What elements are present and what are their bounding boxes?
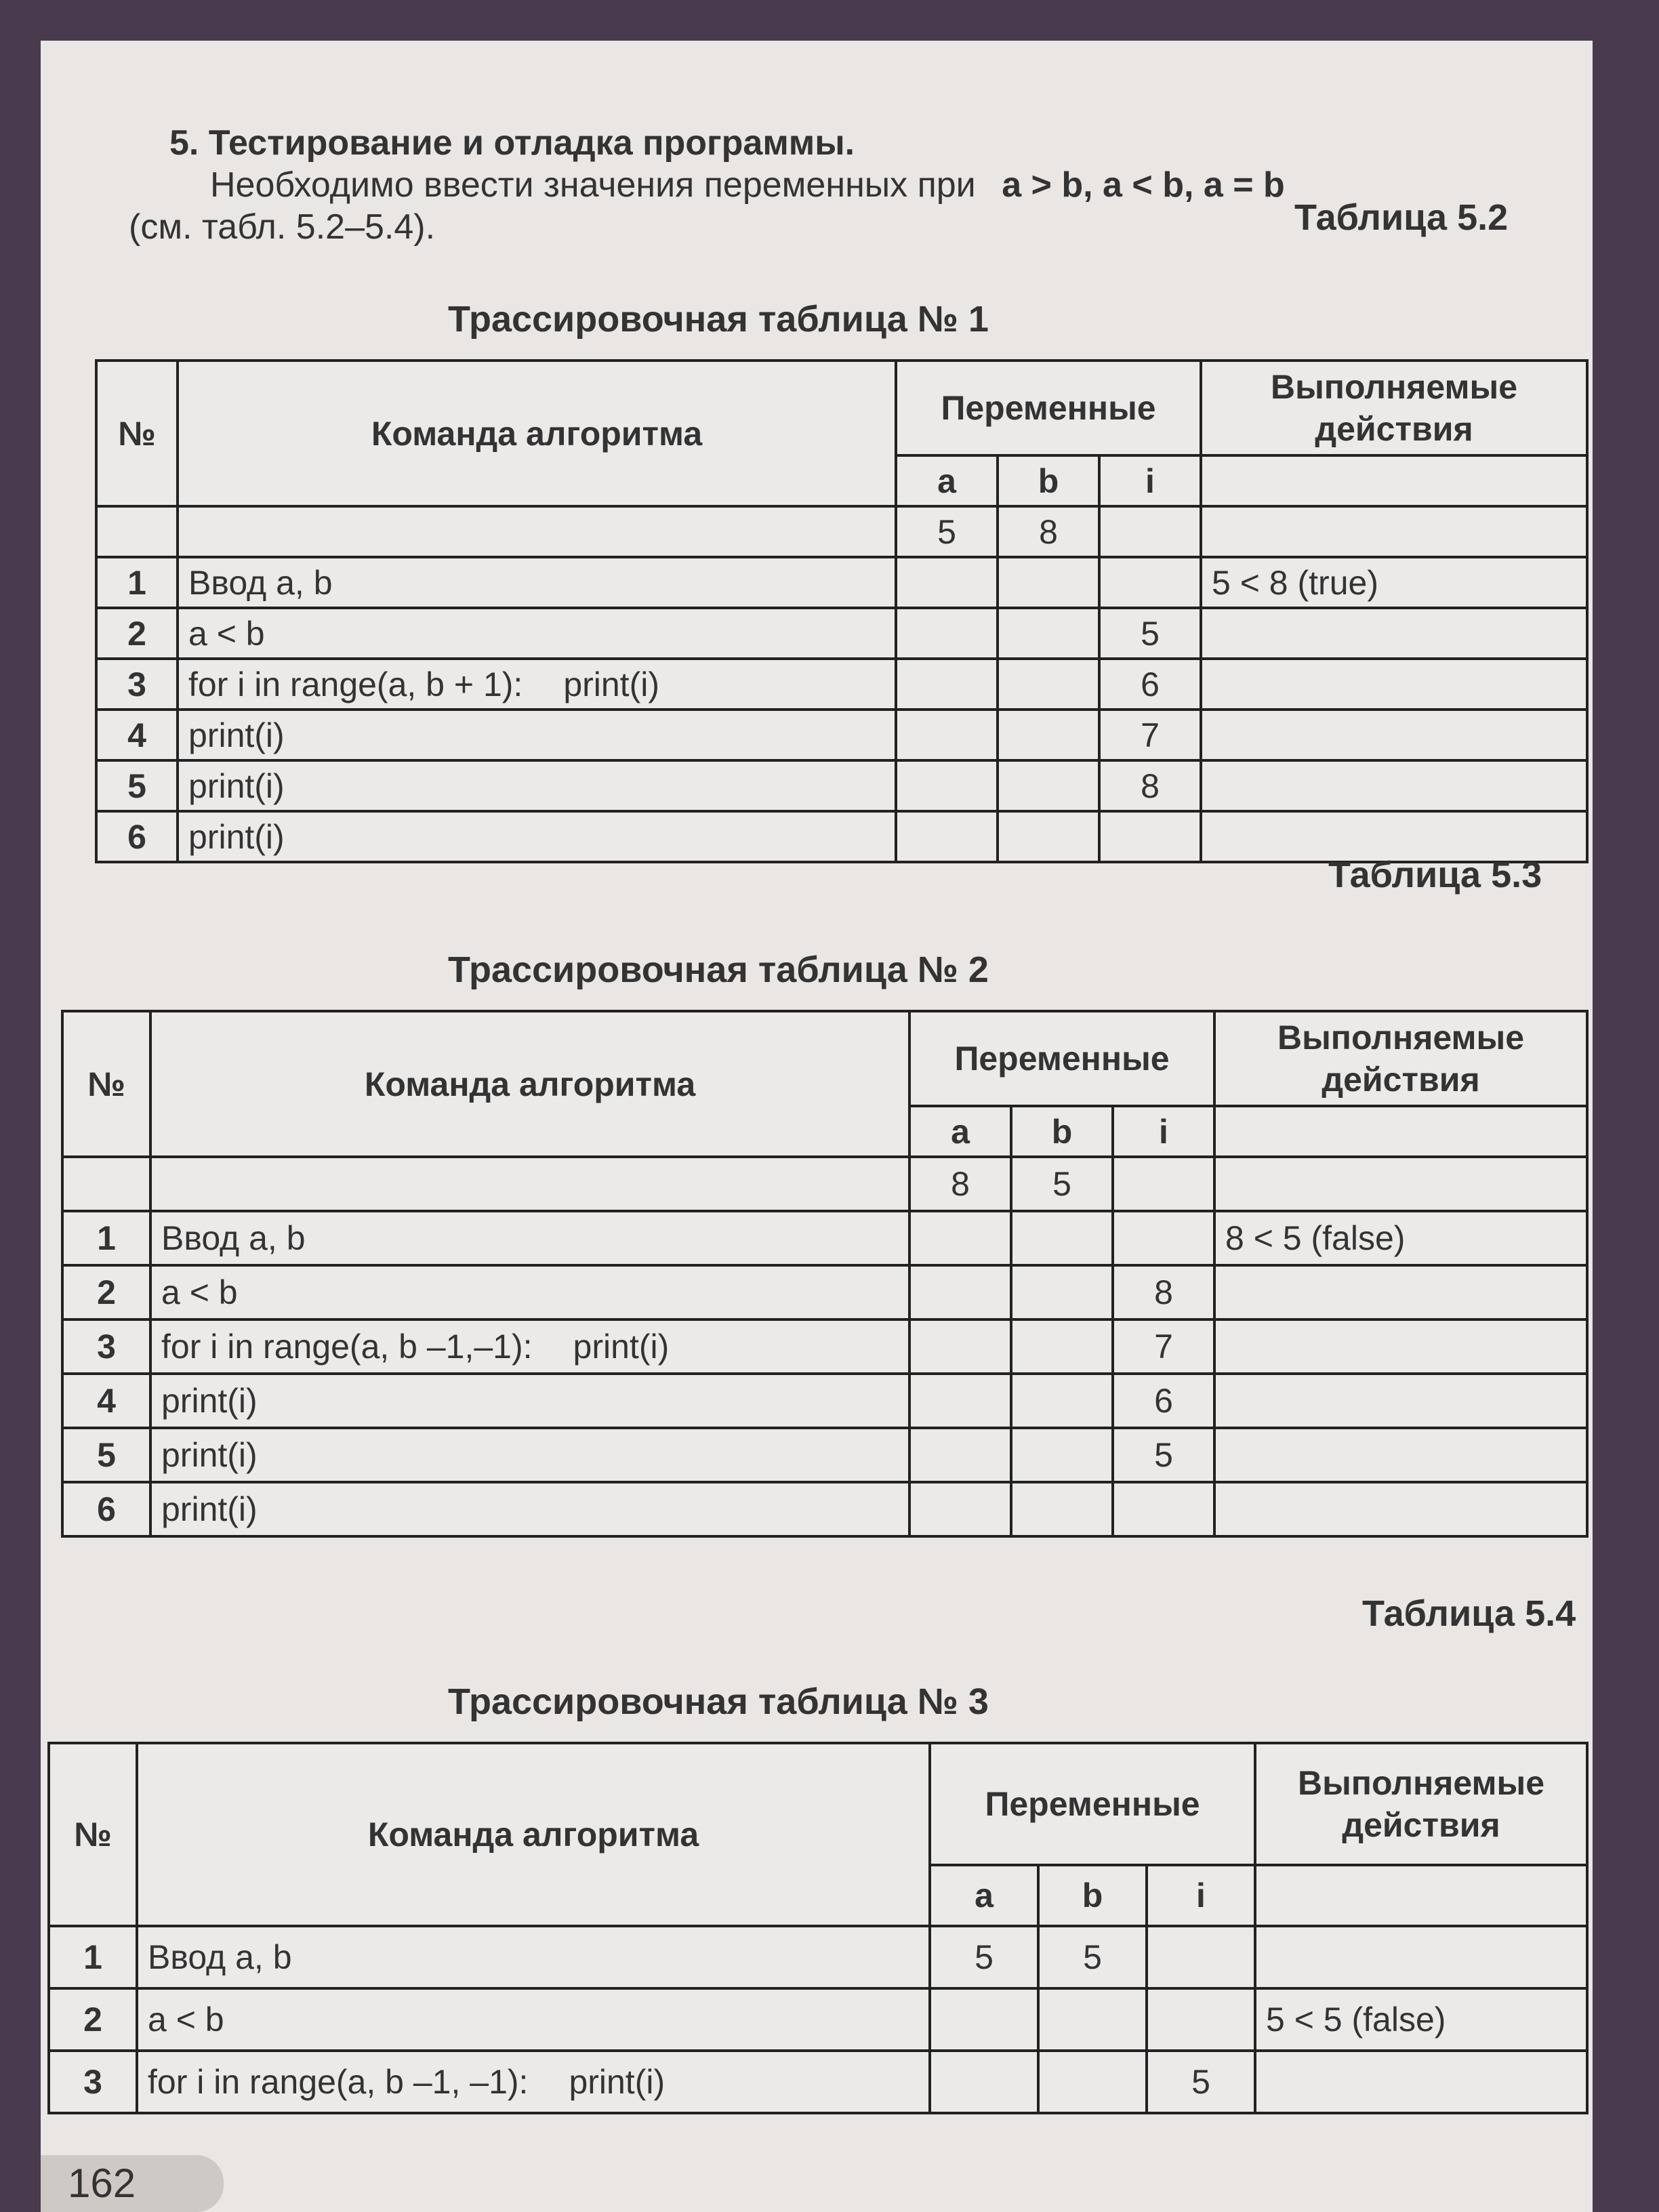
table-header-row: [62, 1011, 1587, 1106]
row-num: 2: [62, 1265, 150, 1319]
cell-b: [1038, 1988, 1147, 2051]
header-actions-empty: [1255, 1865, 1587, 1926]
header-variables: Переменные: [930, 1743, 1255, 1865]
header-var-i: i: [1147, 1865, 1255, 1926]
section-text-ref: (см. табл. 5.2–5.4).: [129, 207, 436, 247]
row-command: print(i): [178, 760, 896, 811]
row-num: 1: [49, 1926, 137, 1988]
row-num: 1: [62, 1211, 150, 1265]
row-command: [178, 506, 896, 557]
cell-i: 5: [1147, 2051, 1255, 2113]
row-command: Ввод a, b: [137, 1926, 930, 1988]
textbook-page: [41, 41, 1593, 2212]
cell-action: 5 < 8 (true): [1201, 557, 1587, 608]
cell-a: [896, 760, 998, 811]
table-row: [96, 659, 1587, 710]
table-title: Трассировочная таблица № 1: [448, 299, 989, 340]
table-row: [62, 1265, 1587, 1319]
row-num: 3: [96, 659, 178, 710]
header-num: №: [62, 1011, 150, 1157]
table-row: [96, 557, 1587, 608]
cell-a: [909, 1428, 1011, 1482]
table-row: [62, 1374, 1587, 1428]
cell-action: [1214, 1265, 1587, 1319]
table-row: [96, 506, 1587, 557]
table-title: Трассировочная таблица № 3: [448, 1681, 989, 1722]
row-command: Ввод a, b: [178, 557, 896, 608]
table-row: [96, 760, 1587, 811]
cell-a: [909, 1482, 1011, 1536]
cell-action: [1214, 1374, 1587, 1428]
table-row: [49, 1988, 1587, 2051]
row-command: [150, 1319, 909, 1374]
cell-b: [998, 811, 1099, 862]
cell-i: 5: [1099, 608, 1201, 659]
row-num: 1: [96, 557, 178, 608]
cell-i: [1113, 1157, 1214, 1211]
header-var-b: b: [1011, 1106, 1113, 1157]
header-var-a: a: [930, 1865, 1038, 1926]
table-row: [96, 608, 1587, 659]
page-number: 162: [41, 2155, 224, 2212]
command-print: print(i): [563, 665, 659, 703]
section-text: Необходимо ввести значения переменных при: [210, 165, 976, 205]
cell-b: [1011, 1211, 1113, 1265]
trace-table-3: [47, 1742, 1589, 2114]
cell-b: 8: [998, 506, 1099, 557]
table-caption: Таблица 5.3: [1328, 855, 1542, 895]
cell-b: [1011, 1265, 1113, 1319]
header-num: №: [49, 1743, 137, 1926]
row-num: 2: [96, 608, 178, 659]
row-num: 6: [62, 1482, 150, 1536]
cell-action: [1214, 1157, 1587, 1211]
cell-a: [909, 1319, 1011, 1374]
cell-b: [998, 710, 1099, 760]
table-row: [62, 1319, 1587, 1374]
cell-a: [896, 557, 998, 608]
trace-table-1: [95, 359, 1589, 863]
row-num: 3: [62, 1319, 150, 1374]
row-num: 4: [96, 710, 178, 760]
cell-i: 6: [1113, 1374, 1214, 1428]
cell-b: [1038, 2051, 1147, 2113]
row-command: print(i): [178, 710, 896, 760]
header-actions-empty: [1214, 1106, 1587, 1157]
row-command: [150, 1157, 909, 1211]
cell-b: [1011, 1482, 1113, 1536]
header-variables: Переменные: [896, 361, 1201, 455]
table-row: [62, 1211, 1587, 1265]
header-num: №: [96, 361, 178, 506]
row-command: a < b: [178, 608, 896, 659]
header-var-a: a: [896, 455, 998, 506]
command-print: print(i): [573, 1328, 670, 1366]
header-actions-empty: [1201, 455, 1587, 506]
row-command: [178, 659, 896, 710]
cell-action: [1214, 1428, 1587, 1482]
cell-i: 7: [1099, 710, 1201, 760]
header-var-a: a: [909, 1106, 1011, 1157]
cell-b: [1011, 1319, 1113, 1374]
command-print: print(i): [569, 2063, 665, 2101]
row-num: 6: [96, 811, 178, 862]
header-var-i: i: [1113, 1106, 1214, 1157]
cell-action: [1201, 608, 1587, 659]
table-row: [62, 1482, 1587, 1536]
cell-a: 5: [930, 1926, 1038, 1988]
cell-i: 8: [1113, 1265, 1214, 1319]
header-actions: Выполняемые действия: [1201, 361, 1587, 455]
cell-b: [998, 557, 1099, 608]
cell-action: [1255, 2051, 1587, 2113]
header-command: Команда алгоритма: [150, 1011, 909, 1157]
cell-a: [896, 811, 998, 862]
table-row: [62, 1157, 1587, 1211]
row-command: a < b: [150, 1265, 909, 1319]
cell-b: [998, 608, 1099, 659]
header-actions: Выполняемые действия: [1214, 1011, 1587, 1106]
table-header-row: [96, 361, 1587, 455]
cell-action: [1201, 659, 1587, 710]
table-caption: Таблица 5.2: [1294, 197, 1509, 238]
row-command: print(i): [150, 1374, 909, 1428]
cell-b: [1011, 1374, 1113, 1428]
command-loop: for i in range(a, b –1, –1):: [148, 2063, 529, 2101]
row-num: 2: [49, 1988, 137, 2051]
row-command: print(i): [150, 1428, 909, 1482]
cell-i: [1099, 506, 1201, 557]
cell-a: [930, 1988, 1038, 2051]
row-command: print(i): [178, 811, 896, 862]
cell-b: [998, 659, 1099, 710]
row-num: 3: [49, 2051, 137, 2113]
table-header-row: [49, 1743, 1587, 1865]
header-command: Команда алгоритма: [137, 1743, 930, 1926]
command-loop: for i in range(a, b –1,–1):: [161, 1328, 533, 1366]
row-command: print(i): [150, 1482, 909, 1536]
cell-a: 8: [909, 1157, 1011, 1211]
row-num: [62, 1157, 150, 1211]
cell-b: 5: [1011, 1157, 1113, 1211]
table-title: Трассировочная таблица № 2: [448, 949, 989, 990]
cell-action: [1214, 1482, 1587, 1536]
cell-action: [1255, 1926, 1587, 1988]
header-variables: Переменные: [909, 1011, 1214, 1106]
cell-i: [1113, 1482, 1214, 1536]
cell-i: 6: [1099, 659, 1201, 710]
cell-action: [1214, 1319, 1587, 1374]
row-num: [96, 506, 178, 557]
header-command: Команда алгоритма: [178, 361, 896, 506]
cell-action: [1201, 710, 1587, 760]
cell-a: [896, 608, 998, 659]
cell-a: 5: [896, 506, 998, 557]
row-command: Ввод a, b: [150, 1211, 909, 1265]
cell-b: [998, 760, 1099, 811]
cell-i: [1147, 1926, 1255, 1988]
row-num: 5: [96, 760, 178, 811]
header-var-b: b: [998, 455, 1099, 506]
cell-i: [1099, 557, 1201, 608]
cell-i: 7: [1113, 1319, 1214, 1374]
cell-a: [896, 659, 998, 710]
section-conditions: a > b, a < b, a = b: [1002, 165, 1285, 205]
section-title: 5. Тестирование и отладка программы.: [169, 123, 855, 163]
cell-a: [896, 710, 998, 760]
row-command: [137, 2051, 930, 2113]
header-var-b: b: [1038, 1865, 1147, 1926]
trace-table-2: [61, 1010, 1589, 1538]
cell-i: [1113, 1211, 1214, 1265]
table-row: [49, 1926, 1587, 1988]
cell-action: 8 < 5 (false): [1214, 1211, 1587, 1265]
cell-i: [1099, 811, 1201, 862]
cell-action: [1201, 506, 1587, 557]
cell-b: [1011, 1428, 1113, 1482]
cell-action: [1201, 760, 1587, 811]
cell-i: 8: [1099, 760, 1201, 811]
cell-a: [909, 1211, 1011, 1265]
cell-i: 5: [1113, 1428, 1214, 1482]
header-var-i: i: [1099, 455, 1201, 506]
header-actions: Выполняемые действия: [1255, 1743, 1587, 1865]
row-command: a < b: [137, 1988, 930, 2051]
table-row: [62, 1428, 1587, 1482]
table-row: [96, 710, 1587, 760]
command-loop: for i in range(a, b + 1):: [188, 665, 523, 703]
cell-action: 5 < 5 (false): [1255, 1988, 1587, 2051]
cell-a: [930, 2051, 1038, 2113]
row-num: 4: [62, 1374, 150, 1428]
row-num: 5: [62, 1428, 150, 1482]
cell-a: [909, 1265, 1011, 1319]
cell-a: [909, 1374, 1011, 1428]
table-row: [49, 2051, 1587, 2113]
table-caption: Таблица 5.4: [1362, 1593, 1576, 1634]
cell-b: 5: [1038, 1926, 1147, 1988]
cell-i: [1147, 1988, 1255, 2051]
